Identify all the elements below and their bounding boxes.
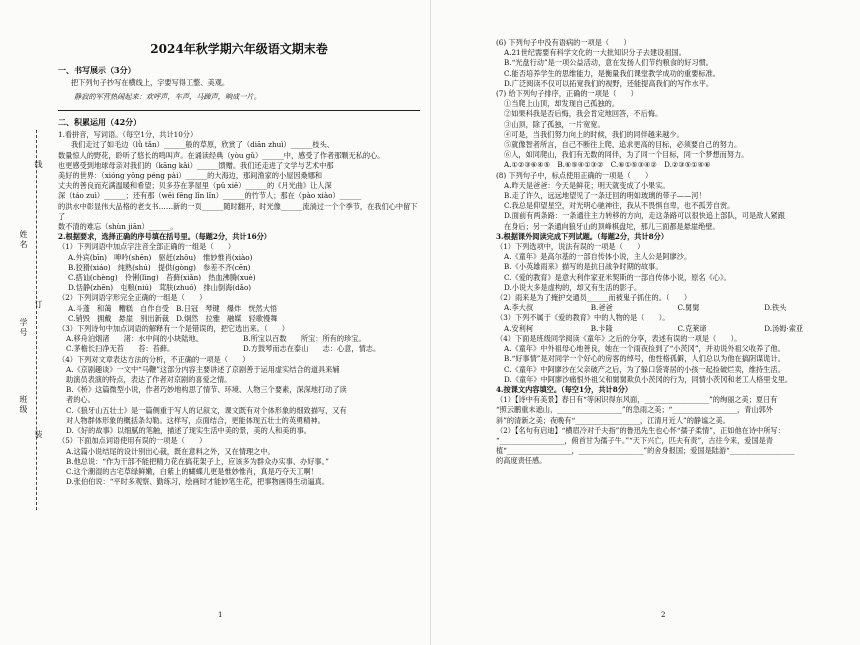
- question-2-3: （3）下列诗句中加点词语的解释有一个是错误的，把它选出来。（ ）: [58, 324, 289, 334]
- option-row: [66, 334, 420, 344]
- option: A.李大叔: [504, 303, 534, 313]
- option-line: 助演员表演的特点，表达了作者对京剧的喜爱之情。: [66, 375, 232, 385]
- order-options: A.①②③⑥④⑤ B.⑥⑤④①③② C.⑥①⑤③④② D.②③⑤①④⑥: [504, 160, 711, 170]
- question-2-1: （1）下列词语中加点字注音全部正确的一组是（ ）: [58, 242, 236, 252]
- option: D.张伯伯说：“平时多观察、勤练习，绘画时才能妙笔生花，把事物画得生动逼真。: [66, 477, 330, 487]
- option: D.汤姆·索亚: [764, 323, 804, 333]
- option: D.面前有两条路：一条通往主力转移的方向，走这条路可以很快追上部队，可是敌人紧跟: [504, 211, 785, 221]
- q1-passage-line: 数不清的难忘（shùn jiān）______。: [58, 222, 178, 232]
- option: C.我总是仰望星空，对光明心驰神往，我从不畏惧自卑，也不孤芳自赏。: [504, 201, 735, 211]
- option-line: C.《狼牙山五壮士》是一篇侧重于写人的记叙文，课文既有对个体形象的细致描写，又有: [66, 405, 347, 415]
- question-2-2: （2）下列词语字形完全正确的一组是（ ）: [58, 293, 207, 303]
- option: A.昨天是爸爸：今天是鲜花；明天就变成了小果实。: [504, 180, 670, 190]
- page-1-content: [58, 40, 420, 487]
- question-2-8: (8) 下列句子中，标点使用正确的一项是（ ）: [496, 170, 653, 180]
- option: C.能否培养学生的思维能力，是衡量我们课堂教学成功的重要标准。: [504, 68, 720, 78]
- cut-mark: 装: [34, 430, 43, 438]
- option: D.《童年》中阿廖沙痛恨外祖父和舅舅欺负小茨冈的行为，同情小茨冈和老工人格里戈里。: [504, 374, 793, 384]
- option: C.《爱的教育》是意大利作家亚米契斯的一部自传体小说，原名《心》。: [504, 272, 731, 282]
- option: A.这篇小说结尾的设计别出心裁，既在意料之外，又在情理之中。: [66, 446, 275, 456]
- exam-title: 2024年秋学期六年级语文期末卷: [150, 42, 328, 56]
- option: D.恬静(zhēn) 屯粮(niú) 茸肤(zhuó) 排山倒海(dǎo): [68, 283, 252, 293]
- q4-line: 斜”的清新之美；夜晚有“__________________，江清月近人”的静谧之美。: [496, 415, 730, 425]
- option-line: A.《京剧趣谈》一文中“马鞭”这部分内容主要讲述了京剧善于运用虚实结合的道具来辅: [66, 364, 340, 374]
- q1-passage-line: 美好的世界：（xióng yǒng péng pài）______的大海边，那间渔家的小屋因桑娜和: [58, 171, 323, 181]
- option: B.狡猾(xiáo) 纯熟(shú) 提供(gòng) 参差不齐(cēn): [68, 262, 251, 272]
- q1-passage-line: 深（táo zuì）______；还有那（wēi fēng lǐn lǐn）______的竹节人；那在（pào xiào）______: [58, 191, 362, 201]
- option: B.他总说：“作为干部不能把精力花在搞花架子上，应该多为群众办实事、办好事。”: [66, 456, 329, 466]
- option-row: [504, 303, 851, 313]
- name-field-label: 姓名: [19, 230, 28, 250]
- option: B.爸爸: [590, 303, 613, 313]
- question-3-3: （3）下列不属于《爱的教育》中的人物的是（ ）。: [496, 313, 670, 323]
- cut-mark: 线: [34, 160, 43, 168]
- option: A.移舟泊烟渚 渚：水中间的小块陆地。: [66, 334, 203, 344]
- sentence-item: ③山顶，除了孤独，一片宽宽。: [504, 119, 605, 129]
- q4-line: “照云鹏重未遮山，__________________”的急雨之美；“__________________，青山郭外: [496, 405, 773, 415]
- option: A.21世纪需要有科学文化的一大批知识分子去建设祖国。: [504, 48, 686, 58]
- q1-passage-line: 数量惊人的野花，聆听了悠长的鸣叫声。在诵读经典（yòu gǔ）______中，感受了作者那颗无私的心。: [58, 150, 385, 160]
- option: A.斗蓬 和蔼 糟糕 自作自受 B.日冠 琴键 爆炸 恍然大悟: [68, 303, 278, 313]
- option: D.小说大多是虚构的，却又有生活的影子。: [504, 282, 642, 292]
- option: C.销毁 拥戴 悬崖 别出新裁 D.炯然 拉雅 融媒 轻歌慢舞: [68, 313, 278, 323]
- q1-passage-line: 的洪水中彰显伟大品格的老支书……新的一页______随时翻开，时光像______流淌过一个个季节，在我们心中留下了: [58, 201, 418, 221]
- question-3-2: （2）雨来是为了掩护交通员______而被鬼子抓住的。（ ）: [496, 293, 692, 303]
- section-1-heading: 一、书写展示（3分）: [58, 65, 136, 75]
- option: 在身后；另一条通向狼牙山的顶峰棋盘坨，那儿三面都是悬崖绝壁。: [504, 221, 720, 231]
- q4-line: 的高度责任感。: [496, 456, 547, 466]
- q4-line: （2）【名句有启迪】“横眉冷对千夫指”的鲁迅先生也心怀“孺子柔情”，正如他在诗中所写：: [496, 425, 785, 435]
- copy-sentence: 静寂的军营热闹起来：欢呼声，车声，马蹄声，响成一片。: [74, 92, 261, 102]
- q1-passage-line: 丈夫的善良而充满温暖和希望；贝多芬在茅屋里（pǔ xiě）______的《月光曲》让人深: [58, 181, 332, 191]
- cut-mark: 订: [34, 300, 43, 308]
- option-line: D.《好的故事》以细腻的笔触，描述了现实生活中美的景，美的人和美的事。: [66, 426, 311, 436]
- question-3-1: （1）下列选项中，说法有误的一项是（ ）: [496, 242, 645, 252]
- option: B.走了许久，远远地望见了一条迂回的明如玻璃的带子——河！: [504, 191, 706, 201]
- option: B.“好事情”是对同学一个好心的房客的绰号，他性格孤僻，人们总以为他在搞阴谋诡计。: [504, 354, 785, 364]
- option: C.舅舅: [677, 303, 700, 313]
- question-3: 3.根据课外阅读完成下列试题。（每题2分，共计8分）: [496, 231, 669, 241]
- option: C.茅檐长扫净无苔 苔：苔藓。: [66, 344, 175, 354]
- option-line: B.《桥》这篇微型小说，作者巧妙地构思了情节、环境、人物三个要素，深深地打动了读: [66, 385, 347, 395]
- question-2-5: （5）下面加点词语使用有误的一项是（ ）: [58, 436, 207, 446]
- option-line: 者的心。: [66, 395, 95, 405]
- sentence-item: ⑥人，如同爬山，我们有无数的同伴，为了同一个目标，同一个梦想而努力。: [504, 150, 749, 160]
- q4-line: 植“__________________，__________________”的舍身报国；爱国是陆游“__________________: [496, 446, 795, 456]
- q4-line: “__________________，俯首甘为孺子牛。”“天下兴亡，匹夫有责”，古往今来，爱国是青: [496, 435, 774, 445]
- q4-line: （1）【诗中有美景】春日有“等闲识得东风面，__________________”的绚丽之美；夏日有: [496, 395, 778, 405]
- page-number: 1: [218, 611, 223, 619]
- option: A.安利柯: [504, 323, 534, 333]
- sentence-item: ②如果科我是否后悔，我会肯定地回答，不后悔。: [504, 109, 663, 119]
- question-2-7: (7) 给下列句子排序，正确的一项是（ ）: [496, 89, 638, 99]
- option: A.外宾(bīn) 呻吟(shēn) 驱赶(zhǒu) 惟妙惟肖(xiào): [68, 252, 253, 262]
- option: C.克莱谛: [677, 323, 707, 333]
- q1-passage-line: 也更感受到地球母亲对我们的（kāng kǎi）______馈赠。我们还走进了文学与艺术中那: [58, 160, 334, 170]
- question-1: 1.看拼音，写词语。（每空1分，共计10分）: [58, 130, 198, 140]
- sentence-item: ①当爬上山顶，却发现自己孤独的。: [504, 99, 620, 109]
- exam-page-2: [430, 0, 860, 645]
- class-field-label: 班级: [19, 395, 28, 415]
- binding-margin: [0, 0, 52, 645]
- question-3-4: （4）下面是班级同学阅读《童年》之后的分享，表述有误的一项是（ ）。: [496, 333, 742, 343]
- section-2-heading: 二、积累运用（42分）: [58, 117, 142, 128]
- question-2-4: （4）下列对文章表达方法的分析，不正确的一项是（ ）: [58, 354, 250, 364]
- option: D.方鼓琴而志在泰山 志：心意，情志。: [243, 344, 381, 354]
- option: A.《童年》中外祖母心地善良，她在一个雨夜捡到了“小茨冈”，并劝说外祖父收养了他。: [504, 344, 785, 354]
- question-4: 4.按课文内容填空。（每空1分，共计8分）: [496, 384, 633, 394]
- option: B.所宝以百数 所宝：所有的珍宝。: [243, 334, 366, 344]
- option-row: [504, 324, 851, 334]
- question-2: 2.根据要求，选择正确的序号填在括号里。（每题2分，共计16分）: [58, 232, 271, 242]
- option: C.《童年》中阿廖沙在父亲破产之后，为了躲口袋寄居的小孩一起捡破烂卖，维持生活。: [504, 364, 785, 374]
- page-2-content: [496, 38, 851, 467]
- option: D.广泛阅读不仅可以拓宽我们的视野，还能提高我们的写作水平。: [504, 78, 714, 88]
- option: B.《小英雄雨来》描写的是抗日战争时期的故事。: [504, 262, 663, 272]
- page-number: 2: [661, 611, 666, 619]
- option: B.卡隆: [590, 323, 613, 333]
- option: C.这个潮湿的古宅草绿鲜嫩，白紫上的蝴蝶儿更是惟妙惟肖，真是巧夺天工啊！: [66, 466, 318, 476]
- question-2-6: (6) 下列句子中没有语病的一项是（ ）: [496, 38, 631, 47]
- student-id-field-label: 学号: [19, 318, 28, 338]
- sentence-item: ⑤就像智者所言，自己不断往上爬，追求更高的目标，必须要自己的努力。: [504, 140, 742, 150]
- option: B.“光盘行动”是一项公益活动，意在发扬人们节约粮食的好习惯。: [504, 58, 713, 68]
- option-row: [66, 344, 420, 354]
- option: A.《童年》是高尔基的一部自传体小说，主人公是阿廖沙。: [504, 252, 692, 262]
- q1-passage-line: 我们走过了如毛边（lǜ tǎn）______般的草原，欣赏了（diān zhuì）______枝头、: [70, 140, 334, 150]
- option: C.搭讪(chèng) 伶俐(lìng) 苔藓(xiǎn) 热血沸腾(xuè): [68, 273, 256, 283]
- sentence-item: ④可是，当我们努力向上的时候，我们的同伴越来越少。: [504, 129, 684, 139]
- writing-line[interactable]: [58, 110, 420, 111]
- binding-cut-line: [36, 130, 37, 510]
- option-line: 对人物群体形象的概括条勾勒。这样写，点面结合，更能体现五壮士的英勇精神。: [66, 415, 325, 425]
- option: D.铁头: [764, 303, 787, 313]
- section-1-instruction: 把下列句子抄写在横线上，字要写得工整、美观。: [70, 78, 230, 87]
